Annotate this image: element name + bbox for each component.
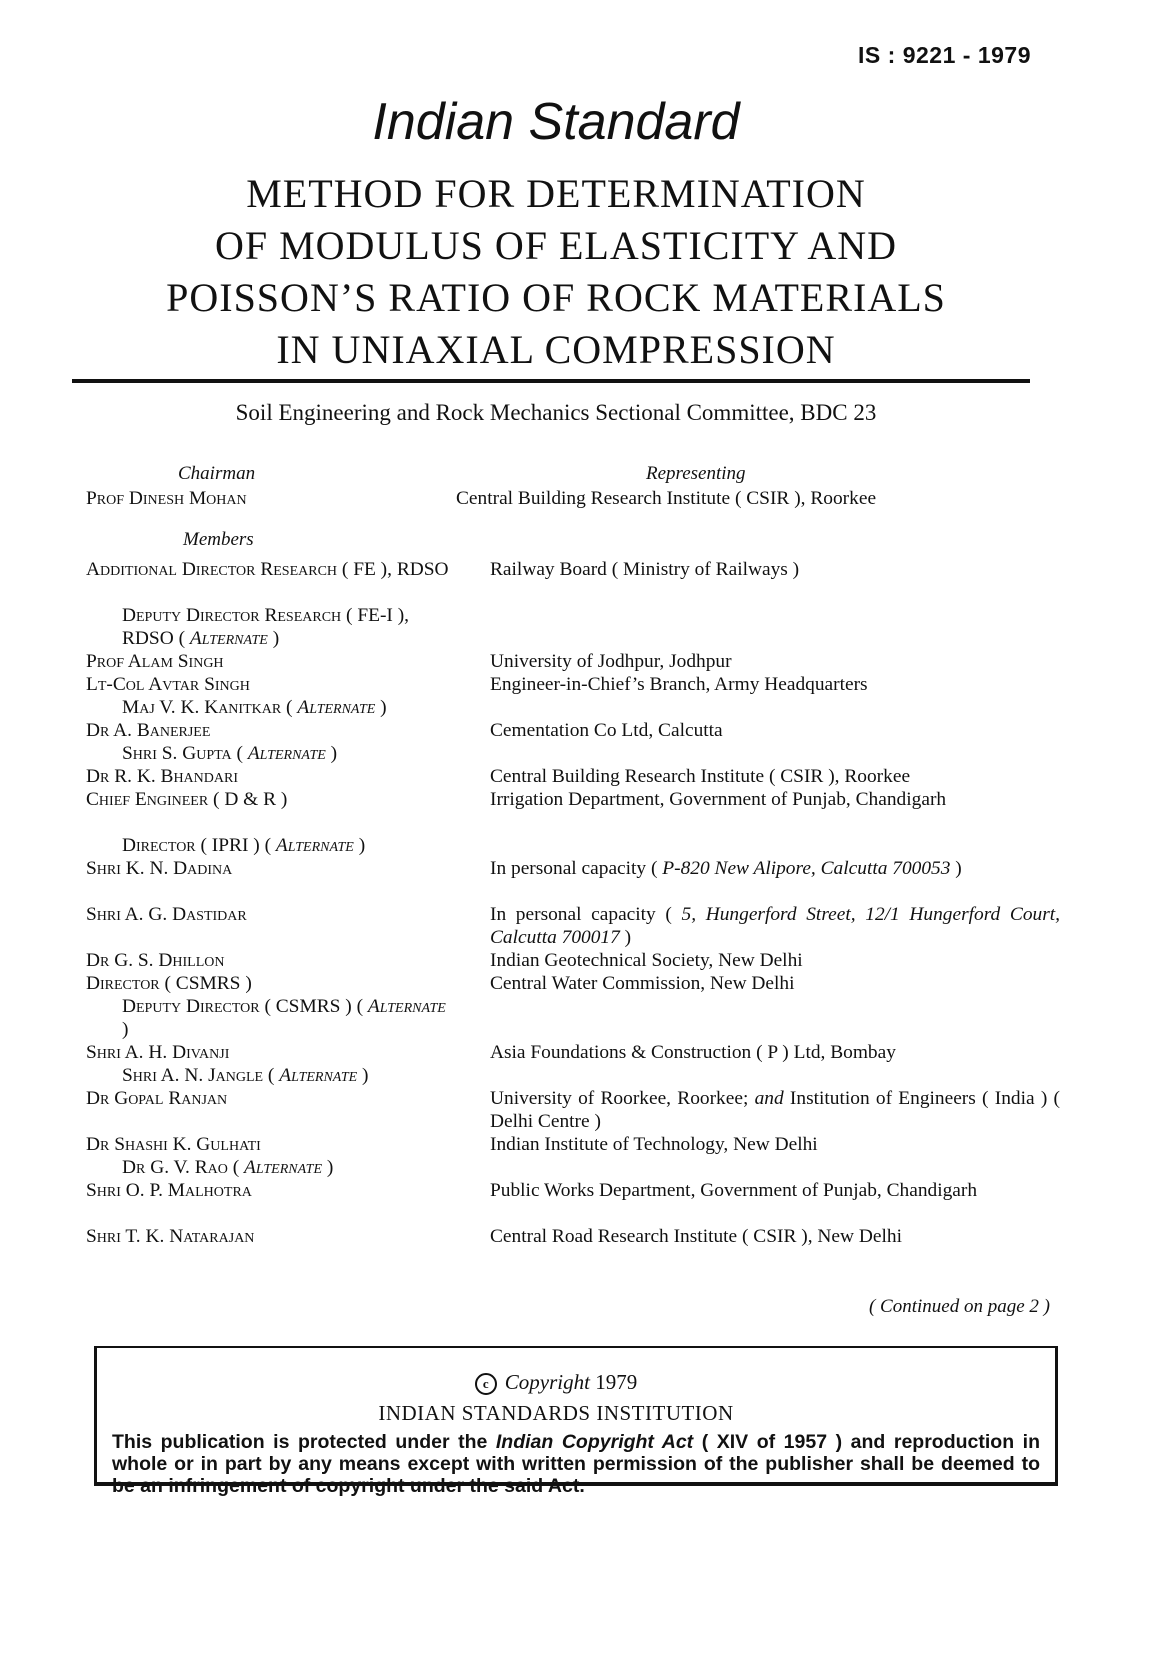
member-name: Dr A. Banerjee bbox=[86, 720, 211, 741]
member-representing: University of Roorkee, Roorkee; and Institution of Engineers ( India ) ( Delhi Centre ) bbox=[490, 1088, 1060, 1133]
member-name: Lt-Col Avtar Singh bbox=[86, 674, 250, 695]
member-representing: In personal capacity ( P-820 New Alipore, Calcutta 700053 ) bbox=[490, 858, 962, 879]
member-representing: Central Building Research Institute ( CSIR ), Roorkee bbox=[456, 488, 877, 509]
member-name: Shri O. P. Malhotra bbox=[86, 1180, 252, 1201]
member-name: Director ( IPRI ) ( Alternate ) bbox=[122, 835, 366, 856]
member-name: Additional Director Research ( FE ), RDSO bbox=[86, 559, 449, 580]
member-representing: In personal capacity ( 5, Hungerford Street, 12/1 Hungerford Court, Calcutta 700017 ) bbox=[490, 904, 1060, 949]
member-name: Dr G. V. Rao ( Alternate ) bbox=[122, 1157, 334, 1178]
title-line: POISSON’S RATIO OF ROCK MATERIALS bbox=[166, 275, 946, 320]
member-name: Shri T. K. Natarajan bbox=[86, 1226, 255, 1247]
member-name: Shri A. N. Jangle ( Alternate ) bbox=[122, 1065, 369, 1086]
member-representing: Asia Foundations & Construction ( P ) Ltd, Bombay bbox=[490, 1042, 896, 1063]
member-name: Shri A. H. Divanji bbox=[86, 1042, 230, 1063]
members-heading: Members bbox=[183, 529, 254, 550]
member-representing: Indian Institute of Technology, New Delhi bbox=[490, 1134, 818, 1155]
member-representing: Central Building Research Institute ( CSIR ), Roorkee bbox=[490, 766, 911, 787]
member-name: Dr Shashi K. Gulhati bbox=[86, 1134, 261, 1155]
continued-note: ( Continued on page 2 ) bbox=[868, 1296, 1050, 1317]
title-rule bbox=[72, 379, 1030, 383]
standard-number: IS : 9221 - 1979 bbox=[858, 42, 1031, 68]
publisher-name: INDIAN STANDARDS INSTITUTION bbox=[378, 1401, 734, 1425]
member-name: Prof Alam Singh bbox=[86, 651, 224, 672]
member-representing: University of Jodhpur, Jodhpur bbox=[490, 651, 732, 672]
member-representing: Cementation Co Ltd, Calcutta bbox=[490, 720, 723, 741]
member-representing: Central Road Research Institute ( CSIR ), New Delhi bbox=[490, 1226, 902, 1247]
member-representing: Engineer-in-Chief’s Branch, Army Headquarters bbox=[490, 674, 868, 695]
member-name: Maj V. K. Kanitkar ( Alternate ) bbox=[122, 697, 387, 718]
member-name: Chief Engineer ( D & R ) bbox=[86, 789, 288, 810]
member-representing: Public Works Department, Government of Punjab, Chandigarh bbox=[490, 1180, 978, 1201]
standard-kicker: Indian Standard bbox=[372, 93, 740, 151]
member-representing: Central Water Commission, New Delhi bbox=[490, 973, 795, 994]
chairman-heading: Chairman bbox=[178, 463, 256, 484]
member-representing: Indian Geotechnical Society, New Delhi bbox=[490, 950, 803, 971]
member-representing: Irrigation Department, Government of Punjab, Chandigarh bbox=[490, 789, 947, 810]
document-title bbox=[0, 168, 1112, 376]
member-name: Deputy Director Research ( FE-I ), RDSO ( Alternate ) bbox=[122, 605, 410, 650]
member-name: Shri A. G. Dastidar bbox=[86, 904, 247, 925]
member-name: Dr G. S. Dhillon bbox=[86, 950, 225, 971]
member-name: Prof Dinesh Mohan bbox=[86, 488, 247, 509]
member-name: Deputy Director ( CSMRS ) ( Alternate ) bbox=[122, 996, 446, 1041]
copyright-icon: c bbox=[475, 1373, 497, 1395]
representing-heading: Representing bbox=[646, 463, 746, 484]
member-name: Shri S. Gupta ( Alternate ) bbox=[122, 743, 338, 764]
member-name: Dr Gopal Ranjan bbox=[86, 1088, 228, 1109]
member-name: Shri K. N. Dadina bbox=[86, 858, 233, 879]
member-name: Dr R. K. Bhandari bbox=[86, 766, 239, 787]
title-line: IN UNIAXIAL COMPRESSION bbox=[276, 327, 836, 372]
member-name: Director ( CSMRS ) bbox=[86, 973, 252, 994]
copyright-line: c Copyright 1979 bbox=[0, 1370, 1112, 1395]
member-representing: Railway Board ( Ministry of Railways ) bbox=[490, 559, 800, 580]
title-line: OF MODULUS OF ELASTICITY AND bbox=[214, 223, 898, 268]
committee-name: Soil Engineering and Rock Mechanics Sectional Committee, BDC 23 bbox=[235, 400, 877, 425]
copyright-notice: This publication is protected under the Indian Copyright Act ( XIV of 1957 ) and reproduction in whole or in part by any means except with written permission of the publisher shall be deemed to be an infringement of copyright under the said Act. bbox=[112, 1431, 1040, 1497]
title-line: METHOD FOR DETERMINATION bbox=[246, 171, 866, 216]
